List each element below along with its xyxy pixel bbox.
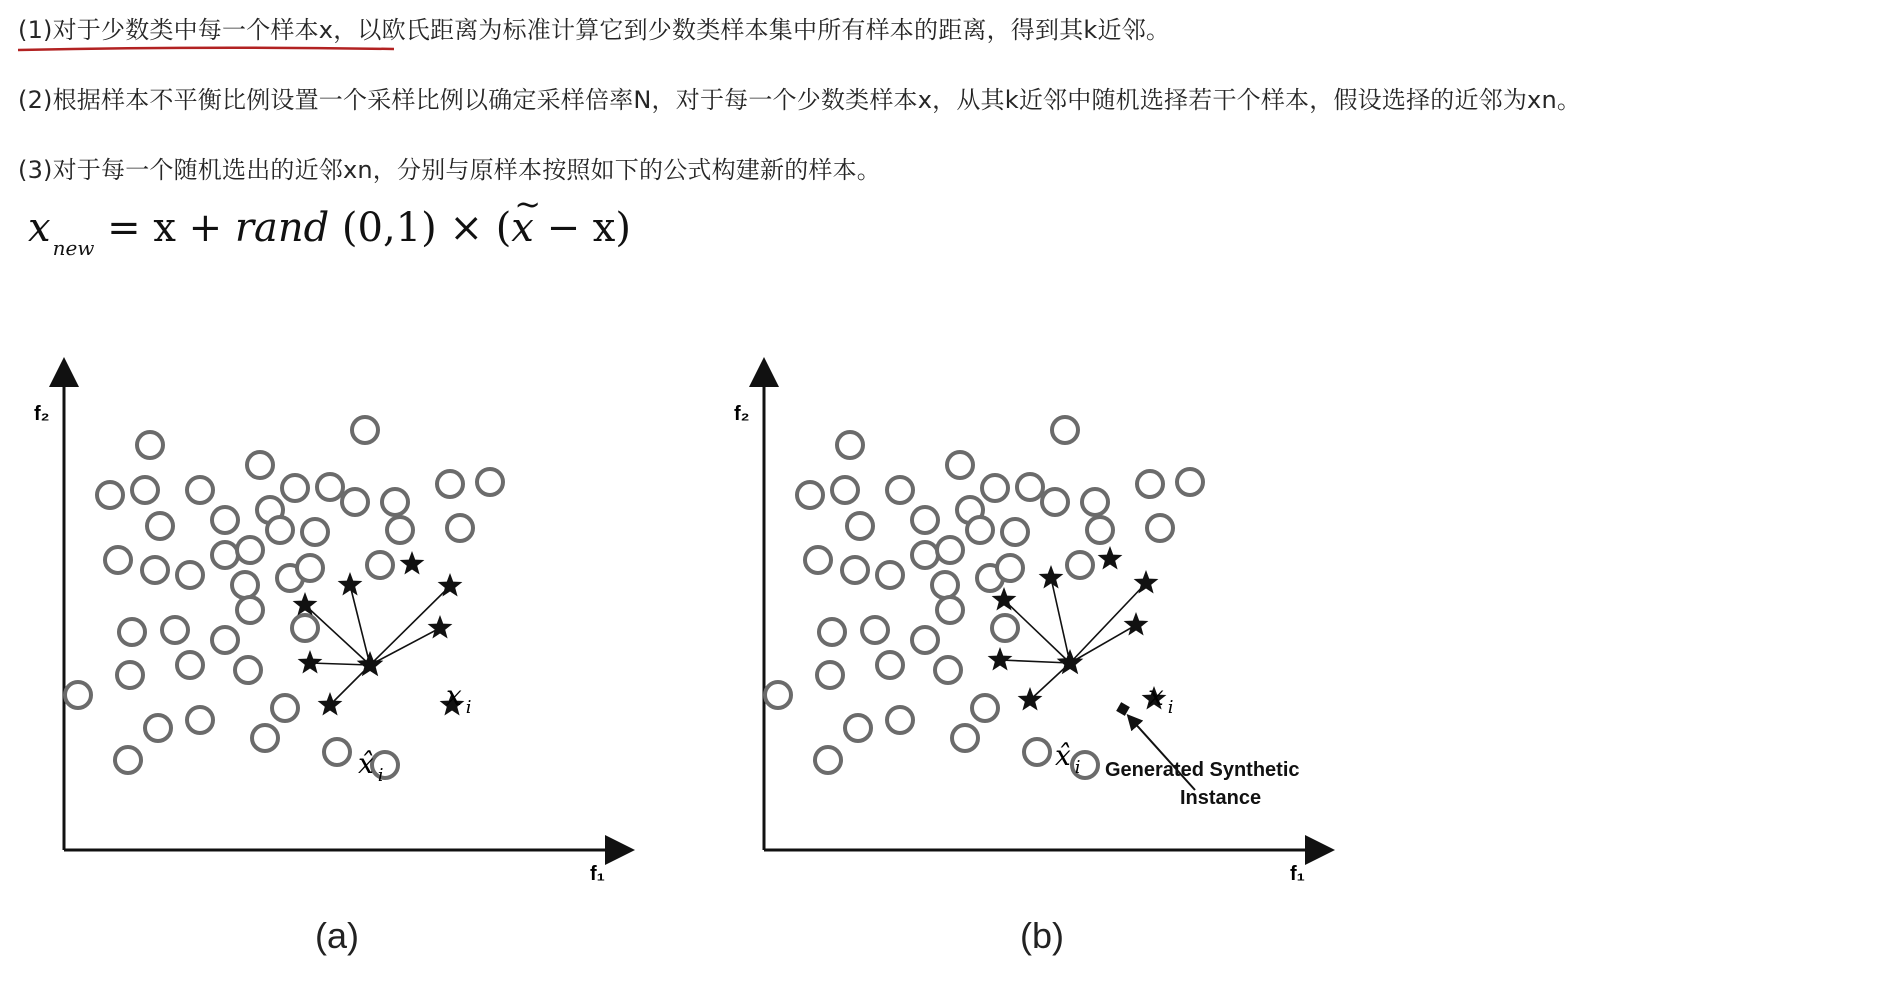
majority-sample-circle <box>937 537 963 563</box>
majority-sample-circle <box>877 562 903 588</box>
figure-a-caption: (a) <box>315 915 359 956</box>
formula-tail: − x) <box>533 205 631 251</box>
majority-sample-circle <box>105 547 131 573</box>
majority-sample-circle <box>1147 515 1173 541</box>
x-axis-label: f₁ <box>1290 863 1305 885</box>
majority-sample-circle <box>177 652 203 678</box>
formula-rhs-1: = x + <box>94 205 235 251</box>
majority-sample-circle <box>115 747 141 773</box>
majority-sample-circle <box>117 662 143 688</box>
neighbor-link-line <box>1051 578 1070 663</box>
majority-sample-circle <box>212 542 238 568</box>
majority-sample-circle <box>935 657 961 683</box>
majority-sample-circle <box>162 617 188 643</box>
majority-sample-circle <box>1017 474 1043 500</box>
minority-sample-star <box>1018 687 1043 711</box>
synthetic-instance-marker <box>1116 702 1130 716</box>
majority-sample-circle <box>477 469 503 495</box>
neighbor-link-line <box>370 628 440 665</box>
majority-sample-circle <box>1052 417 1078 443</box>
majority-sample-circle <box>372 752 398 778</box>
majority-sample-circle <box>145 715 171 741</box>
majority-sample-circle <box>272 695 298 721</box>
majority-sample-circle <box>992 615 1018 641</box>
formula-lhs: x <box>28 205 51 251</box>
majority-sample-circle <box>97 482 123 508</box>
minority-sample-star <box>400 551 425 575</box>
neighbor-label: x̂ $_i$ <box>358 747 384 786</box>
minority-sample-star <box>988 647 1013 671</box>
majority-sample-circle <box>972 695 998 721</box>
majority-sample-circle <box>912 542 938 568</box>
majority-sample-circle <box>887 707 913 733</box>
majority-sample-circle <box>187 707 213 733</box>
majority-sample-circle <box>817 662 843 688</box>
majority-sample-circle <box>797 482 823 508</box>
smote-formula <box>28 205 631 260</box>
majority-sample-circle <box>887 477 913 503</box>
majority-sample-circle <box>367 552 393 578</box>
majority-sample-circle <box>1067 552 1093 578</box>
annotation-line-1: Generated Synthetic <box>1105 759 1300 781</box>
majority-sample-circle <box>952 725 978 751</box>
majority-sample-circle <box>765 682 791 708</box>
majority-sample-circle <box>1082 489 1108 515</box>
majority-sample-circle <box>1002 519 1028 545</box>
majority-sample-circle <box>805 547 831 573</box>
majority-sample-circle <box>282 475 308 501</box>
neighbor-label: x̂ $_i$ <box>1055 739 1081 778</box>
majority-sample-circle <box>947 452 973 478</box>
formula-x-tilde: ~ x <box>511 205 534 251</box>
figure-b <box>734 360 1340 890</box>
majority-sample-circle <box>237 597 263 623</box>
majority-samples <box>765 417 1203 778</box>
majority-sample-circle <box>1042 489 1068 515</box>
majority-sample-circle <box>142 557 168 583</box>
y-axis-label: f₂ <box>34 403 50 425</box>
majority-sample-circle <box>137 432 163 458</box>
majority-sample-circle <box>842 557 868 583</box>
majority-sample-circle <box>324 739 350 765</box>
y-axis-label: f₂ <box>734 403 750 425</box>
majority-sample-circle <box>845 715 871 741</box>
majority-sample-circle <box>317 474 343 500</box>
majority-sample-circle <box>387 517 413 543</box>
majority-sample-circle <box>212 627 238 653</box>
step-1-text: (1)对于少数类中每一个样本x，以欧氏距离为标准计算它到少数类样本集中所有样本的距离，得到其k近邻。 <box>18 16 1171 44</box>
majority-sample-circle <box>982 475 1008 501</box>
minority-sample-star <box>1039 565 1064 589</box>
majority-sample-circle <box>437 471 463 497</box>
majority-sample-circle <box>1087 517 1113 543</box>
neighbor-links <box>305 585 450 705</box>
minority-sample-star <box>428 615 453 639</box>
majority-sample-circle <box>247 452 273 478</box>
majority-sample-circle <box>177 562 203 588</box>
majority-sample-circle <box>837 432 863 458</box>
majority-sample-circle <box>1024 739 1050 765</box>
majority-sample-circle <box>447 515 473 541</box>
minority-sample-star <box>1134 570 1159 594</box>
majority-sample-circle <box>967 517 993 543</box>
majority-sample-circle <box>292 615 318 641</box>
majority-sample-circle <box>297 555 323 581</box>
handwritten-underline <box>16 46 396 52</box>
center-label: x $_i$ <box>1148 679 1174 718</box>
step-3-text: (3)对于每一个随机选出的近邻xn，分别与原样本按照如下的公式构建新的样本。 <box>18 156 882 184</box>
formula-lhs-sub: new <box>52 236 95 260</box>
majority-sample-circle <box>302 519 328 545</box>
minority-sample-star <box>338 572 363 596</box>
majority-sample-circle <box>187 477 213 503</box>
majority-sample-circle <box>912 627 938 653</box>
majority-sample-circle <box>235 657 261 683</box>
majority-sample-circle <box>237 537 263 563</box>
majority-sample-circle <box>877 652 903 678</box>
minority-sample-star <box>298 650 323 674</box>
majority-sample-circle <box>267 517 293 543</box>
majority-sample-circle <box>147 513 173 539</box>
neighbor-link-line <box>1070 625 1136 663</box>
majority-sample-circle <box>382 489 408 515</box>
annotation-line-2: Instance <box>1180 787 1262 809</box>
majority-sample-circle <box>997 555 1023 581</box>
step-2-text: (2)根据样本不平衡比例设置一个采样比例以确定采样倍率N，对于每一个少数类样本x，从其k近邻中随机选择若干个样本，假设选择的近邻为xn。 <box>18 86 1582 114</box>
majority-sample-circle <box>912 507 938 533</box>
figure-b-caption: (b) <box>1020 915 1064 956</box>
majority-sample-circle <box>1177 469 1203 495</box>
center-label: x $_i$ <box>446 679 472 718</box>
majority-sample-circle <box>342 489 368 515</box>
minority-sample-star <box>438 573 463 597</box>
minority-sample-star <box>1098 546 1123 570</box>
majority-sample-circle <box>132 477 158 503</box>
figure-a <box>34 360 640 890</box>
minority-sample-star <box>1124 612 1149 636</box>
majority-sample-circle <box>819 619 845 645</box>
neighbor-links <box>1000 578 1146 700</box>
majority-sample-circle <box>1137 471 1163 497</box>
majority-sample-circle <box>937 597 963 623</box>
majority-sample-circle <box>932 572 958 598</box>
majority-sample-circle <box>815 747 841 773</box>
formula-args: (0,1) × ( <box>329 205 512 251</box>
majority-sample-circle <box>862 617 888 643</box>
formula-rand: rand <box>234 205 330 251</box>
majority-sample-circle <box>352 417 378 443</box>
x-axis-label: f₁ <box>590 863 605 885</box>
majority-sample-circle <box>252 725 278 751</box>
majority-sample-circle <box>212 507 238 533</box>
neighbor-link-line <box>350 585 370 665</box>
majority-sample-circle <box>65 682 91 708</box>
majority-sample-circle <box>119 619 145 645</box>
majority-sample-circle <box>832 477 858 503</box>
majority-sample-circle <box>847 513 873 539</box>
majority-sample-circle <box>232 572 258 598</box>
